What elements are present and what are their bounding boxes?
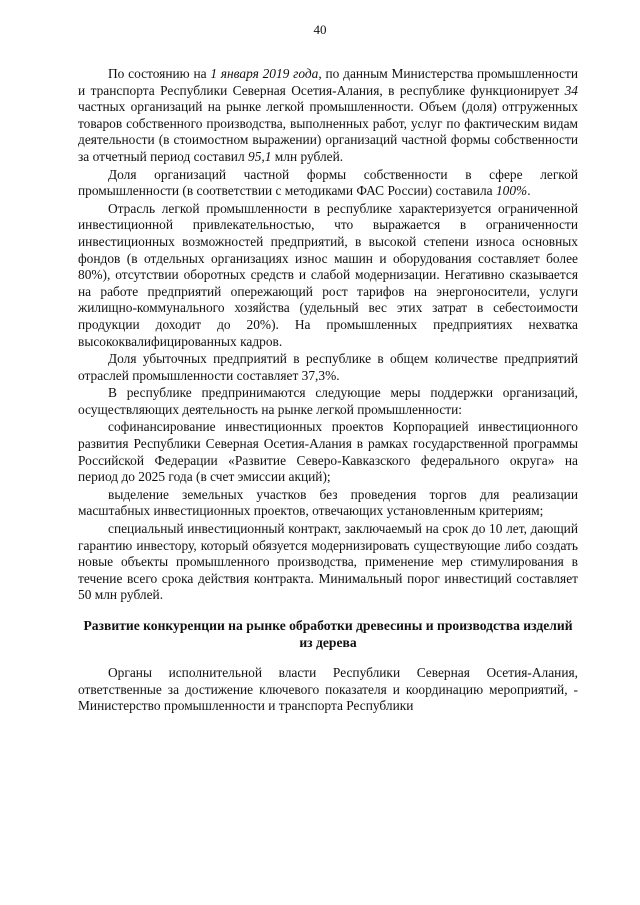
paragraph-industry-problems: Отрасль легкой промышленности в республике характеризуется ограниченной инвестиционной привлекательностью, что выражается в ограниченности инвестиционных возможностей предприятий, в высокой степени износа основных фондов (в отдельных организациях износ машин и оборудования составляет более 80%), отсутствии оборотных средств и слабой модернизации. Негативно сказывается на работе предприятий опережающий рост тарифов на энергоносители, услуги жилищно-коммунального хозяйства (удельный вес этих затрат в себестоимости продукции доходит до 20%). На промышленных предприятиях нехватка высококвалифицированных кадров. [78, 200, 578, 349]
paragraph-support-measures: В республике предпринимаются следующие меры поддержки организаций, осуществляющих деятельность на рынке легкой промышленности: [78, 385, 578, 417]
share-emphasis: 100% [495, 183, 528, 199]
date-emphasis: 1 января 2019 года [210, 66, 319, 81]
measure-special-contract: специальный инвестиционный контракт, заключаемый на срок до 10 лет, дающий гарантию инвестору, который обязуется модернизировать существующие либо создать новые объекты промышленного производства, применение мер стимулирования в течение всего срока действия контракта. Минимальный порог инвестиций составляет 50 млн рублей. [78, 521, 578, 603]
paragraph-responsible-bodies: Органы исполнительной власти Республики Северная Осетия-Алания, ответственные за достижение ключевого показателя и координацию мероприятий, - Министерство промышленности и транспорта Республики [78, 665, 578, 714]
measure-cofinancing: софинансирование инвестиционных проектов Корпорацией инвестиционного развития Республики Северная Осетия-Алания в рамках государственной программы Российской Федерации «Развитие Северо-Кавказского федерального округа» на период до 2025 года (в счет эмиссии акций); [78, 419, 578, 485]
paragraph-private-share: Доля организаций частной формы собственности в сфере легкой промышленности (в соответствии с методиками ФАС России) составила 100%. [78, 166, 578, 199]
section-heading: Развитие конкуренции на рынке обработки древесины и производства изделий из дерева [83, 618, 573, 650]
volume-emphasis: 95,1 [248, 148, 272, 164]
page-number: 40 [313, 22, 327, 37]
count-emphasis: 34 [564, 82, 578, 98]
document-body [78, 66, 578, 715]
measure-land-allocation: выделение земельных участков без проведения торгов для реализации масштабных инвестиционных проектов, отвечающих установленным критериям; [78, 486, 578, 519]
paragraph-status-2019: По состоянию на 1 января 2019 года, по данным Министерства промышленности и транспорта Республики Северная Осетия-Алания, в республике функционирует 34 частных организаций на рынке легкой промышленности. Объем (доля) отгруженных товаров собственного производства, выполненных работ, услуг по фактическим видам деятельности (в стоимостном выражении) организаций частной формы собственности за отчетный период составил 95,1 млн рублей. [78, 66, 578, 164]
paragraph-unprofitable-share: Доля убыточных предприятий в республике в общем количестве предприятий отраслей промышленности составляет 37,3%. [78, 351, 578, 383]
